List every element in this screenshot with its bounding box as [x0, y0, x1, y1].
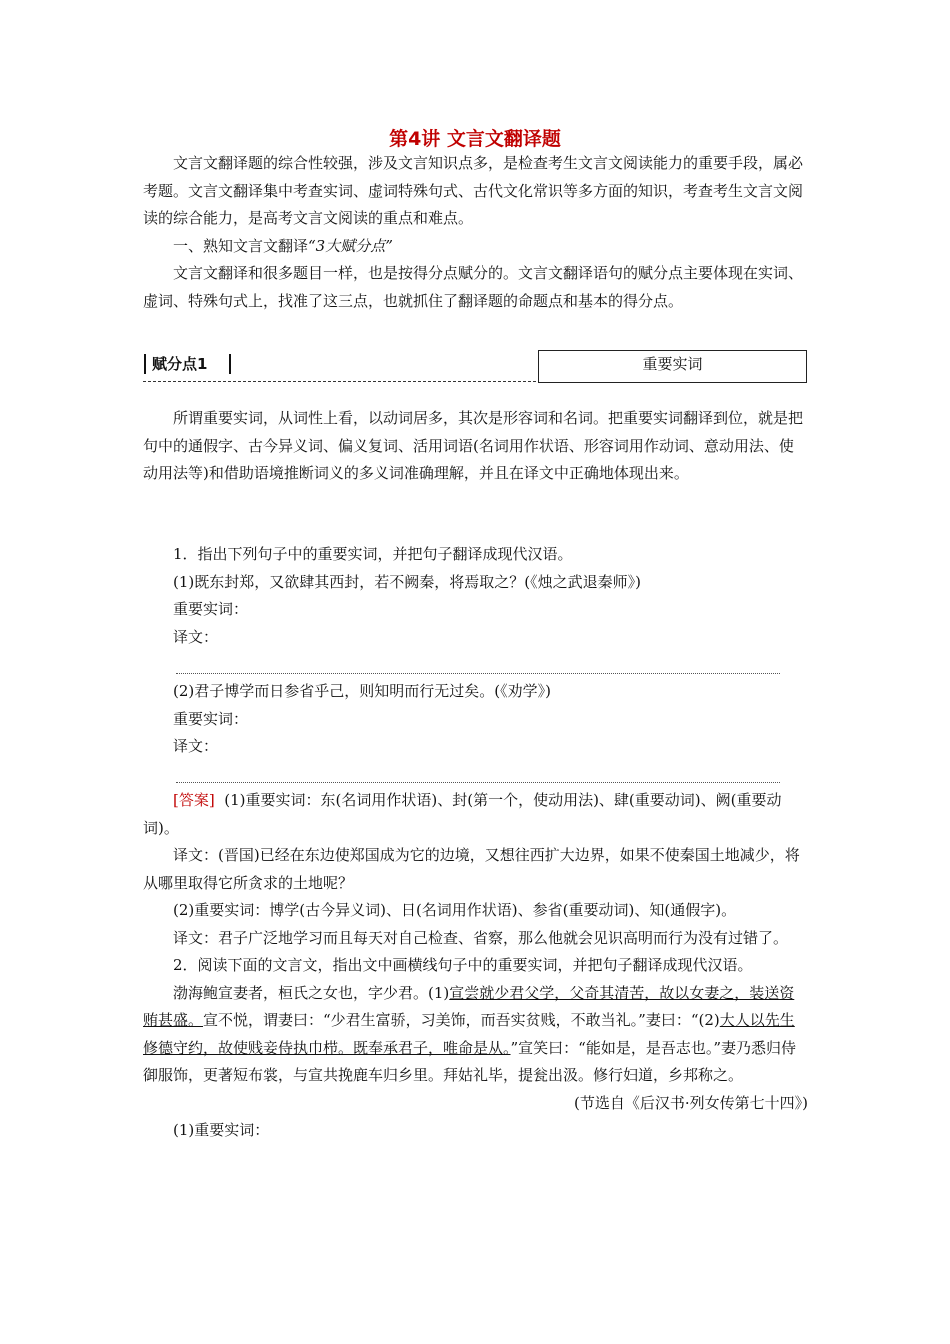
q1-trans-label-2: 译文：: [173, 737, 219, 755]
section-heading-text: 一、熟知文言文翻译: [173, 236, 309, 255]
answer-2: (2)重要实词：博学(古今异义词)、日(名词用作状语)、参省(重要动词)、知(通假字)。: [173, 901, 737, 919]
q2-key-label: (1)重要实词：: [173, 1121, 270, 1139]
shici-paragraph: 所谓重要实词，从词性上看，以动词居多，其次是形容词和名词。把重要实词翻译到位，就是把句中的通假字、古今异义词、偏义复词、活用词语(名词用作状语、形容词用作动词、意动用法、使动用法等)和借助语境推断词义的多义词准确理解，并且在译文中正确地体现出来。: [143, 409, 804, 482]
q1-key-label-1: 重要实词：: [173, 600, 249, 618]
page-title: 第4讲 文言文翻译题: [389, 128, 561, 150]
answer-line-2: [176, 782, 780, 783]
passage-part-a: 渤海鲍宣妻者，桓氏之女也，字少君。: [173, 983, 429, 1002]
section-body: 文言文翻译和很多题目一样，也是按得分点赋分的。文言文翻译语句的赋分点主要体现在实词、虚词、特殊句式上，找准了这三点，也就抓住了翻译题的命题点和基本的得分点。: [143, 264, 804, 310]
question-1: [143, 541, 808, 651]
answer-line-1: [176, 673, 780, 674]
passage-marker-2: (2): [698, 1011, 720, 1029]
passage-source: (节选自《后汉书·列女传第七十四》): [574, 1093, 808, 1112]
q1-trans-label-1: 译文：: [173, 627, 219, 646]
passage-part-g: ”宣笑曰：“能如是，是吾志也。”妻乃悉归侍御服饰，更著短布裳，与宣共挽鹿车归乡里。拜姑礼毕，提瓮出汲。修行妇道，乡邦称之。: [143, 1038, 797, 1084]
q1-sentence-1: (1)既东封郑，又欲肆其西封，若不阙秦，将焉取之？(《烛之武退秦师》): [173, 572, 641, 591]
answer-2-translation: 译文：君子广泛地学习而且每天对自己检查、省察，那么他就会见识高明而行为没有过错了。: [173, 928, 789, 947]
header-label-box: [143, 350, 536, 382]
section-heading-emphasis: “3大赋分点”: [308, 236, 393, 255]
q2-stem: 2．阅读下面的文言文，指出文中画横线句子中的重要实词，并把句子翻译成现代汉语。: [173, 956, 753, 974]
answer-section: [143, 787, 808, 1145]
answer-tag: [答案]: [173, 791, 215, 809]
header-bar-left: [144, 354, 146, 374]
shici-section: [143, 405, 808, 488]
passage-part-d: 宣不悦，谓妻曰：“少君生富骄，习美饰，而吾实贫贱，不敢当礼。”妻曰：“: [203, 1011, 699, 1029]
answer-1-text: (1)重要实词：东(名词用作状语)、封(第一个，使动用法)、肆(重要动词)、阙(重要动词)。: [143, 791, 782, 837]
q2-passage: [143, 980, 808, 1090]
q1-key-label-2: 重要实词：: [173, 709, 249, 728]
scoring-point-header: [143, 350, 807, 383]
header-topic: 重要实词: [538, 350, 807, 383]
q1-stem: 1．指出下列句子中的重要实词，并把句子翻译成现代汉语。: [173, 545, 573, 563]
question-1-part-2: [143, 678, 808, 761]
q1-sentence-2: (2)君子博学而日参省乎己，则知明而行无过矣。(《劝学》): [173, 682, 551, 700]
header-bar-right: [229, 354, 231, 374]
underlined-sentence-1: 宣尝就少君父学，父奇其清苦，故以女妻之，装送资贿甚盛。: [143, 983, 795, 1029]
header-label: 赋分点1: [152, 355, 208, 373]
passage-marker-1: (1): [428, 983, 450, 1002]
underlined-sentence-2: 大人以先生修德守约，故使贱妾侍执巾栉。既奉承君子，唯命是从。: [143, 1011, 795, 1057]
answer-1-translation: 译文：(晋国)已经在东边使郑国成为它的边境，又想往西扩大边界，如果不使秦国土地减少，将从哪里取得它所贪求的土地呢？: [143, 846, 800, 892]
answer-1: [143, 787, 808, 842]
intro-section: [143, 150, 808, 315]
section-heading: [143, 233, 808, 261]
intro-paragraph: 文言文翻译题的综合性较强，涉及文言知识点多，是检查考生文言文阅读能力的重要手段，属必考题。文言文翻译集中考查实词、虚词特殊句式、古代文化常识等多方面的知识，考查考生文言文阅读的综合能力，是高考文言文阅读的重点和难点。: [143, 154, 804, 227]
